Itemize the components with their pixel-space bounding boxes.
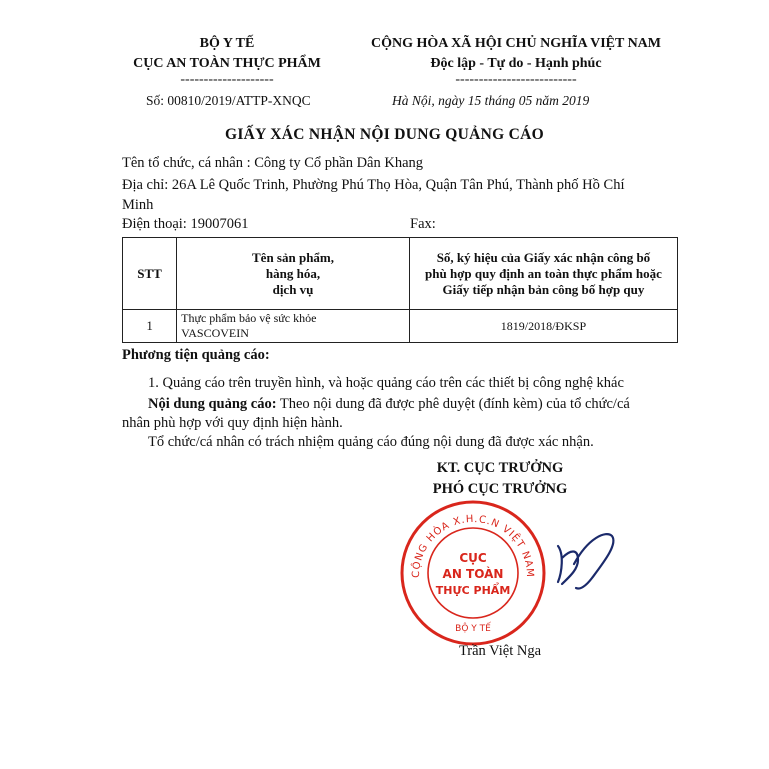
header-left-rule: -------------------- [180, 72, 274, 87]
header-certificate-line: Giấy tiếp nhận bản công bố hợp quy [442, 281, 645, 297]
signer-role-1: KT. CỤC TRƯỞNG [436, 460, 564, 476]
product-table [122, 237, 678, 343]
agency-name: CỤC AN TOÀN THỰC PHẨM [133, 56, 321, 71]
content-label: Nội dung quảng cáo: [148, 396, 277, 412]
seal-line-3: THỰC PHẨM [435, 584, 511, 597]
address-line-2: Minh [122, 197, 154, 213]
issuer-header [122, 34, 332, 86]
handwritten-signature [548, 524, 628, 604]
table-row [123, 310, 678, 343]
header-product-line: dịch vụ [272, 281, 314, 297]
header-right-rule: -------------------------- [455, 72, 577, 87]
media-heading: Phương tiện quảng cáo: [122, 347, 270, 363]
official-seal [398, 498, 548, 648]
header-certificate-line: phù hợp quy định an toàn thực phẩm hoặc [425, 265, 662, 281]
ministry-name: BỘ Y TẾ [199, 36, 255, 51]
address-line-1: Địa chỉ: 26A Lê Quốc Trinh, Phường Phú Thọ Hòa, Quận Tân Phú, Thành phố Hồ Chí [122, 177, 625, 193]
signer-role-2: PHÓ CỤC TRƯỞNG [432, 481, 568, 497]
organization-name: Tên tổ chức, cá nhân : Công ty Cổ phần Dân Khang [122, 155, 424, 171]
responsibility-note: Tổ chức/cá nhân có trách nhiệm quảng cáo đúng nội dung đã được xác nhận. [148, 434, 594, 450]
issue-date: Hà Nội, ngày 15 tháng 05 năm 2019 [392, 93, 590, 108]
row-product [177, 310, 410, 343]
seal-line-1: CỤC [459, 551, 487, 565]
table-header-row [123, 238, 678, 310]
country-name: CỘNG HÒA XÃ HỘI CHỦ NGHĨA VIỆT NAM [370, 36, 661, 51]
seal-ring-text: CỘNG HÒA X.H.C.N VIỆT NAM [410, 513, 536, 579]
signer-name: Trần Việt Nga [458, 643, 542, 659]
phone-number: Điện thoại: 19007061 [122, 216, 249, 232]
seal-bottom-text: BỘ Y TẾ [455, 624, 491, 634]
row-product-line: VASCOVEIN [181, 326, 249, 340]
content-line-1 [148, 396, 630, 413]
header-product-line: hàng hóa, [265, 265, 321, 281]
media-item: 1. Quảng cáo trên truyền hình, và hoặc quảng cáo trên các thiết bị công nghệ khác [148, 375, 624, 391]
national-header [356, 34, 676, 86]
national-motto: Độc lập - Tự do - Hạnh phúc [430, 56, 602, 71]
document-number: Số: 00810/2019/ATTP-XNQC [146, 93, 311, 108]
row-certificate: 1819/2018/ĐKSP [409, 310, 677, 343]
header-product-line: Tên sản phẩm, [252, 249, 334, 265]
header-certificate-line: Số, ký hiệu của Giấy xác nhận công bố [436, 249, 651, 265]
seal-line-2: AN TOÀN [442, 567, 504, 581]
header-stt: STT [123, 238, 177, 310]
header-certificate [409, 238, 677, 310]
content-text: Theo nội dung đã được phê duyệt (đính kèm) của tổ chức/cá [276, 396, 630, 412]
row-stt: 1 [123, 310, 177, 343]
document-title: GIẤY XÁC NHẬN NỘI DUNG QUẢNG CÁO [224, 126, 545, 143]
row-product-line: Thực phẩm bảo vệ sức khỏe [181, 311, 317, 325]
content-line-2: nhân phù hợp với quy định hiện hành. [122, 415, 343, 431]
header-product [177, 238, 410, 310]
fax-label: Fax: [410, 216, 436, 232]
